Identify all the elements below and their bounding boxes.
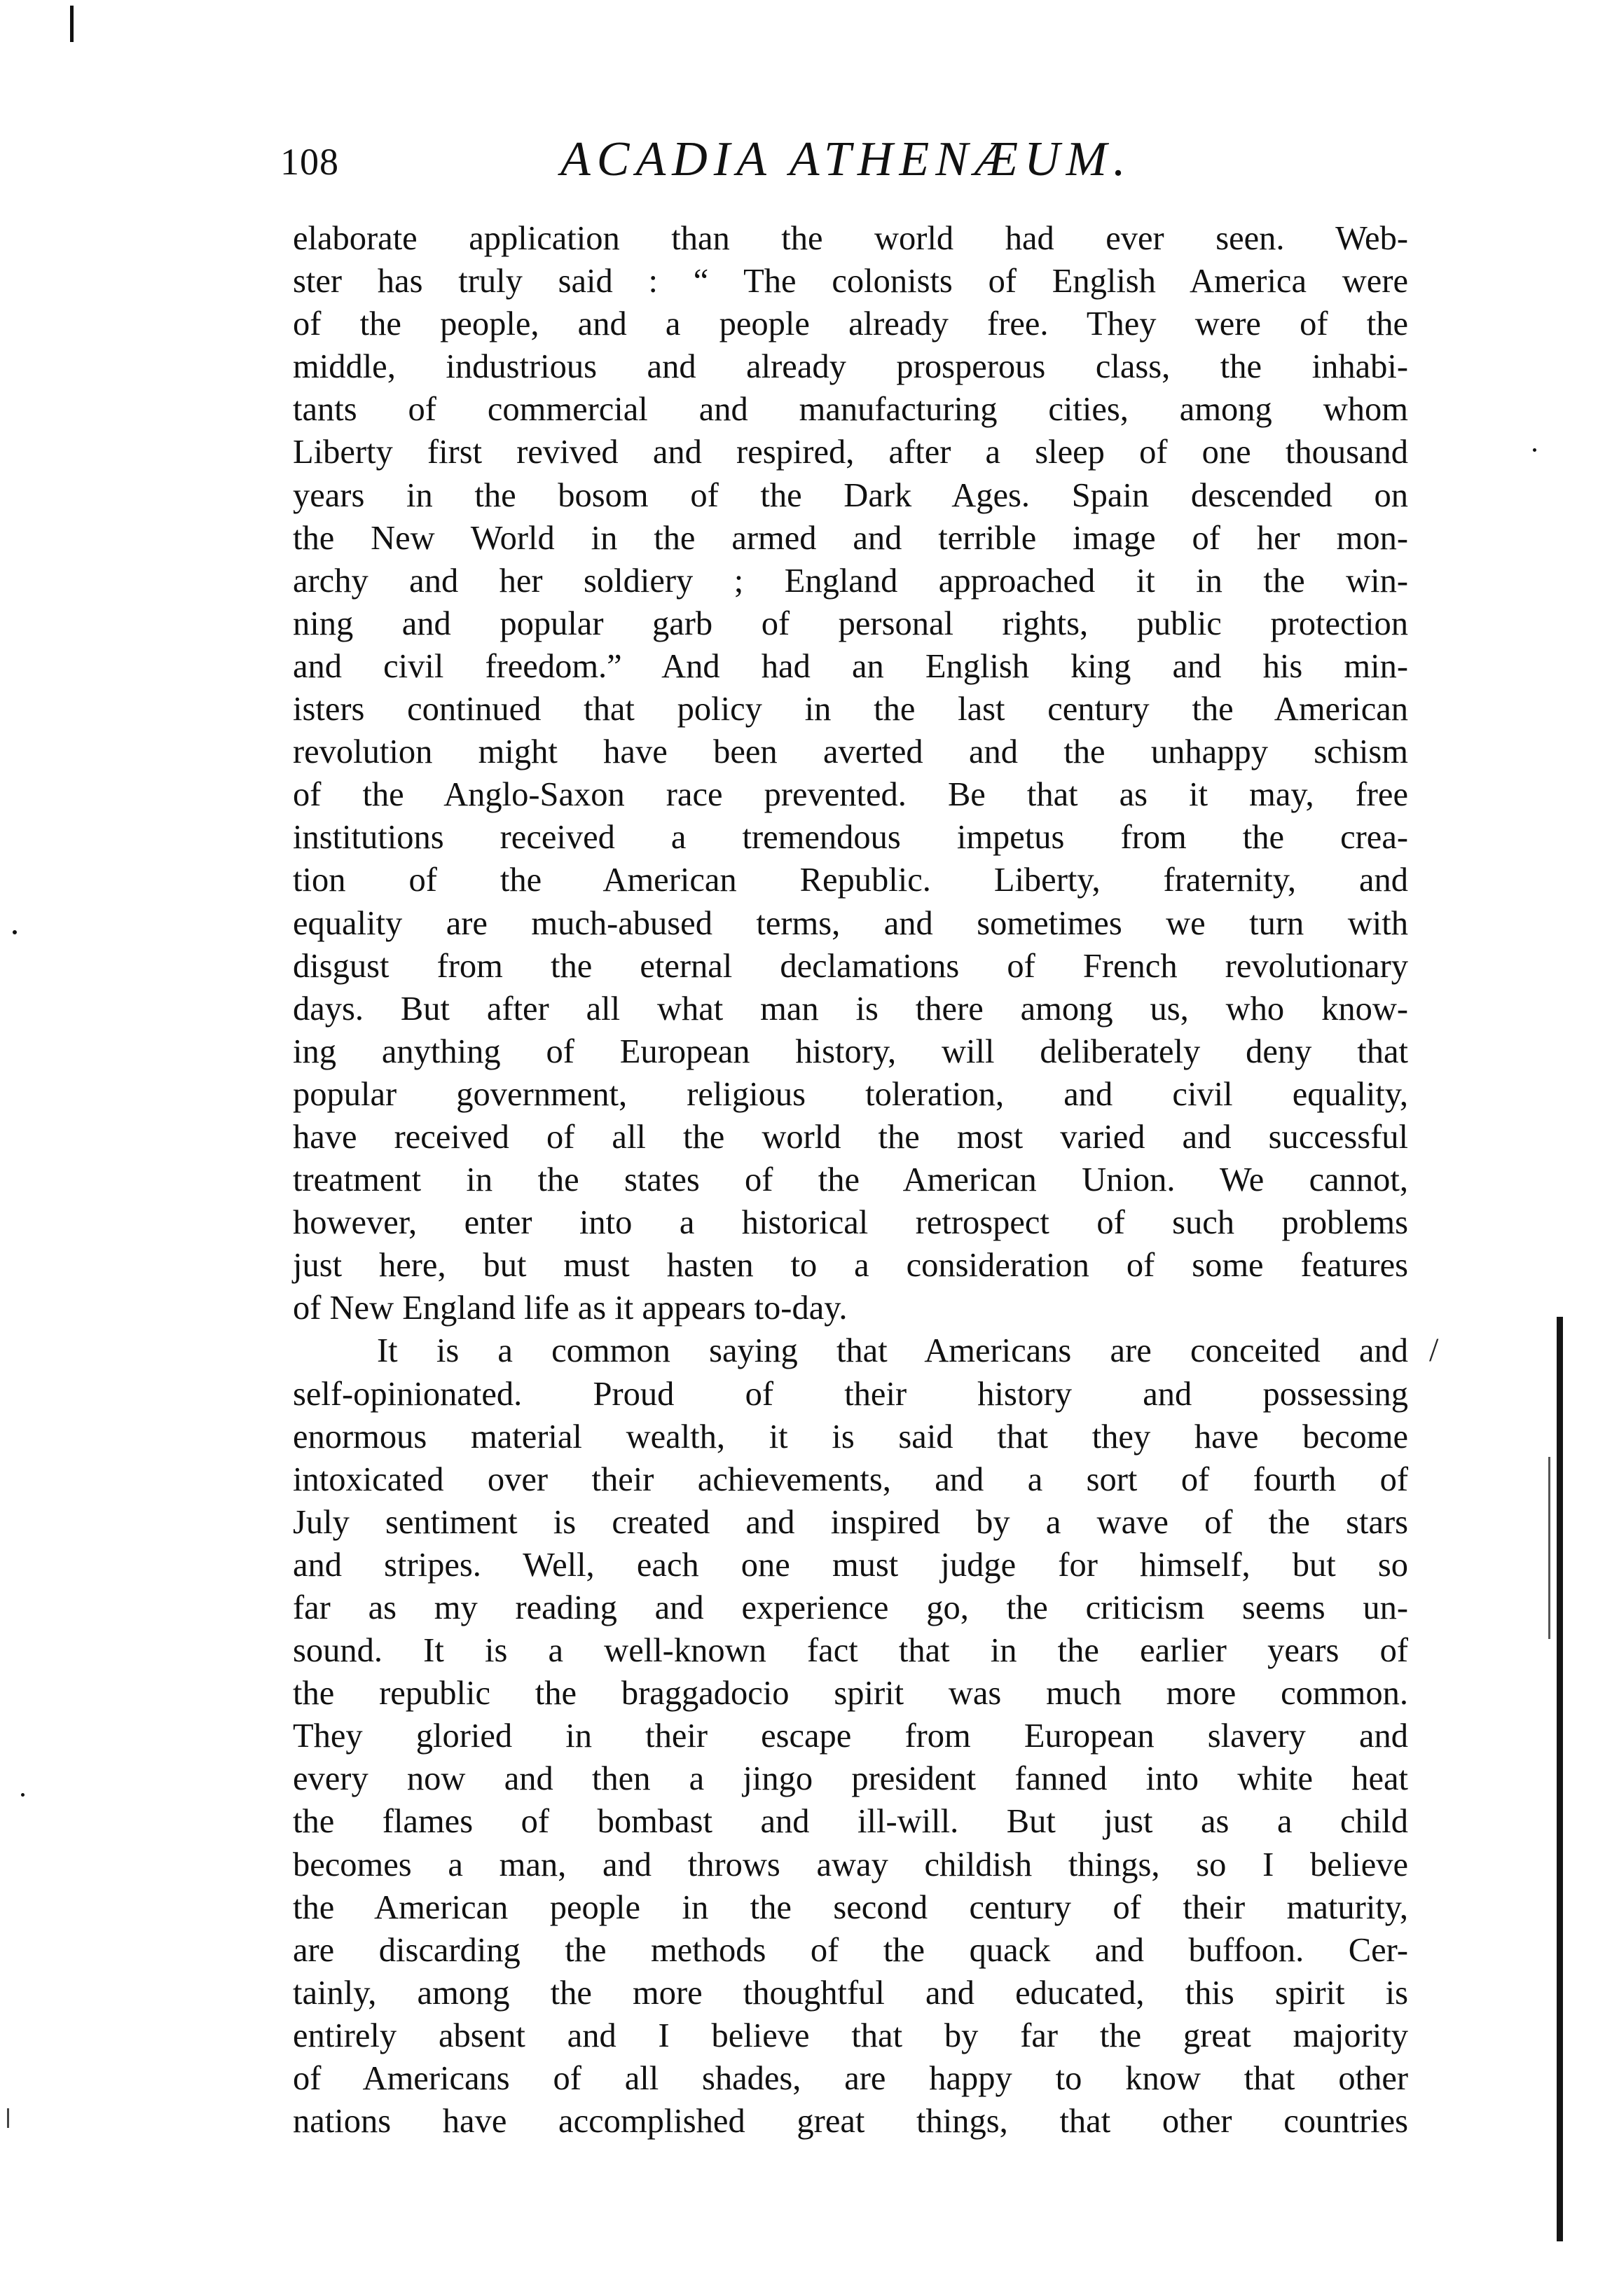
text-line: elaborate application than the world had ever seen. Web- xyxy=(293,220,1408,257)
text-line: just here, but must hasten to a consideration of some features xyxy=(293,1247,1408,1285)
text-line: of the people, and a people already free. They were of the xyxy=(293,305,1408,343)
text-line: July sentiment is created and inspired by a wave of the stars xyxy=(293,1503,1408,1541)
text-line: ster has truly said : “ The colonists of English America were xyxy=(293,263,1408,300)
text-line: the American people in the second century of their maturity, xyxy=(293,1888,1408,1926)
paragraph-first-line: It is a common saying that Americans are conceited and xyxy=(377,1332,1408,1370)
text-line: intoxicated over their achievements, and a sort of fourth of xyxy=(293,1460,1408,1498)
text-line: self-opinionated. Proud of their history and possessing xyxy=(293,1375,1408,1413)
text-line: and civil freedom.” And had an English king and his min- xyxy=(293,647,1408,685)
scan-mark-bottom-left xyxy=(7,2108,9,2128)
text-line: of Americans of all shades, are happy to know that other xyxy=(293,2060,1408,2098)
scan-dot-right xyxy=(1533,448,1536,452)
text-line: the republic the braggadocio spirit was much more common. xyxy=(293,1675,1408,1713)
text-line: institutions received a tremendous impetus from the crea- xyxy=(293,819,1408,857)
scan-dot-left-lower xyxy=(21,1793,25,1797)
text-line: tants of commercial and manufacturing cities, among whom xyxy=(293,391,1408,429)
scan-mark-top-left xyxy=(70,6,74,42)
text-line: archy and her soldiery ; England approached it in the win- xyxy=(293,562,1408,600)
text-line: middle, industrious and already prosperous class, the inhabi- xyxy=(293,348,1408,386)
text-line: are discarding the methods of the quack and buffoon. Cer- xyxy=(293,1931,1408,1969)
text-line: popular government, religious toleration, and civil equality, xyxy=(293,1075,1408,1113)
text-line: disgust from the eternal declamations of French revolutionary xyxy=(293,947,1408,985)
body-text xyxy=(293,217,1408,2143)
text-line: revolution might have been averted and the unhappy schism xyxy=(293,733,1408,771)
text-line: have received of all the world the most varied and successful xyxy=(293,1118,1408,1156)
text-line: equality are much-abused terms, and sometimes we turn with xyxy=(293,904,1408,942)
text-line: tion of the American Republic. Liberty, fraternity, and xyxy=(293,862,1408,899)
text-line: nations have accomplished great things, that other countries xyxy=(293,2103,1408,2141)
text-line: of the Anglo-Saxon race prevented. Be that as it may, free xyxy=(293,776,1408,814)
text-line: becomes a man, and throws away childish things, so I believe xyxy=(293,1846,1408,1883)
text-line: sound. It is a well-known fact that in the earlier years of xyxy=(293,1632,1408,1670)
text-line: Liberty first revived and respired, after a sleep of one thousand xyxy=(293,434,1408,471)
text-line: enormous material wealth, it is said that they have become xyxy=(293,1418,1408,1455)
text-line: however, enter into a historical retrospect of such problems xyxy=(293,1204,1408,1242)
text-line: and stripes. Well, each one must judge for himself, but so xyxy=(293,1546,1408,1584)
scan-edge-bar-thin xyxy=(1548,1457,1550,1639)
text-line: tainly, among the more thoughtful and educated, this spirit is xyxy=(293,1974,1408,2012)
paragraph-last-line: of New England life as it appears to-day. xyxy=(293,1289,848,1327)
text-line: far as my reading and experience go, the criticism seems un- xyxy=(293,1589,1408,1626)
text-line: every now and then a jingo president fanned into white heat xyxy=(293,1760,1408,1798)
scan-dot-left xyxy=(13,930,17,934)
text-line: years in the bosom of the Dark Ages. Spain descended on xyxy=(293,476,1408,514)
scan-edge-bar xyxy=(1557,1317,1563,2241)
text-line: ning and popular garb of personal rights, public protection xyxy=(293,604,1408,642)
page-number: 108 xyxy=(280,141,339,183)
text-line: They gloried in their escape from European slavery and xyxy=(293,1717,1408,1755)
text-line: ing anything of European history, will deliberately deny that xyxy=(293,1032,1408,1070)
text-line: the New World in the armed and terrible image of her mon- xyxy=(293,519,1408,557)
text-line: the flames of bombast and ill-will. But just as a child xyxy=(293,1803,1408,1841)
text-line: isters continued that policy in the last century the American xyxy=(293,691,1408,728)
margin-mark: / xyxy=(1429,1332,1439,1369)
text-line: treatment in the states of the American Union. We cannot, xyxy=(293,1161,1408,1199)
running-head: ACADIA ATHENÆUM. xyxy=(560,132,1132,186)
text-line: days. But after all what man is there among us, who know- xyxy=(293,990,1408,1028)
text-line: entirely absent and I believe that by far the great majority xyxy=(293,2017,1408,2054)
